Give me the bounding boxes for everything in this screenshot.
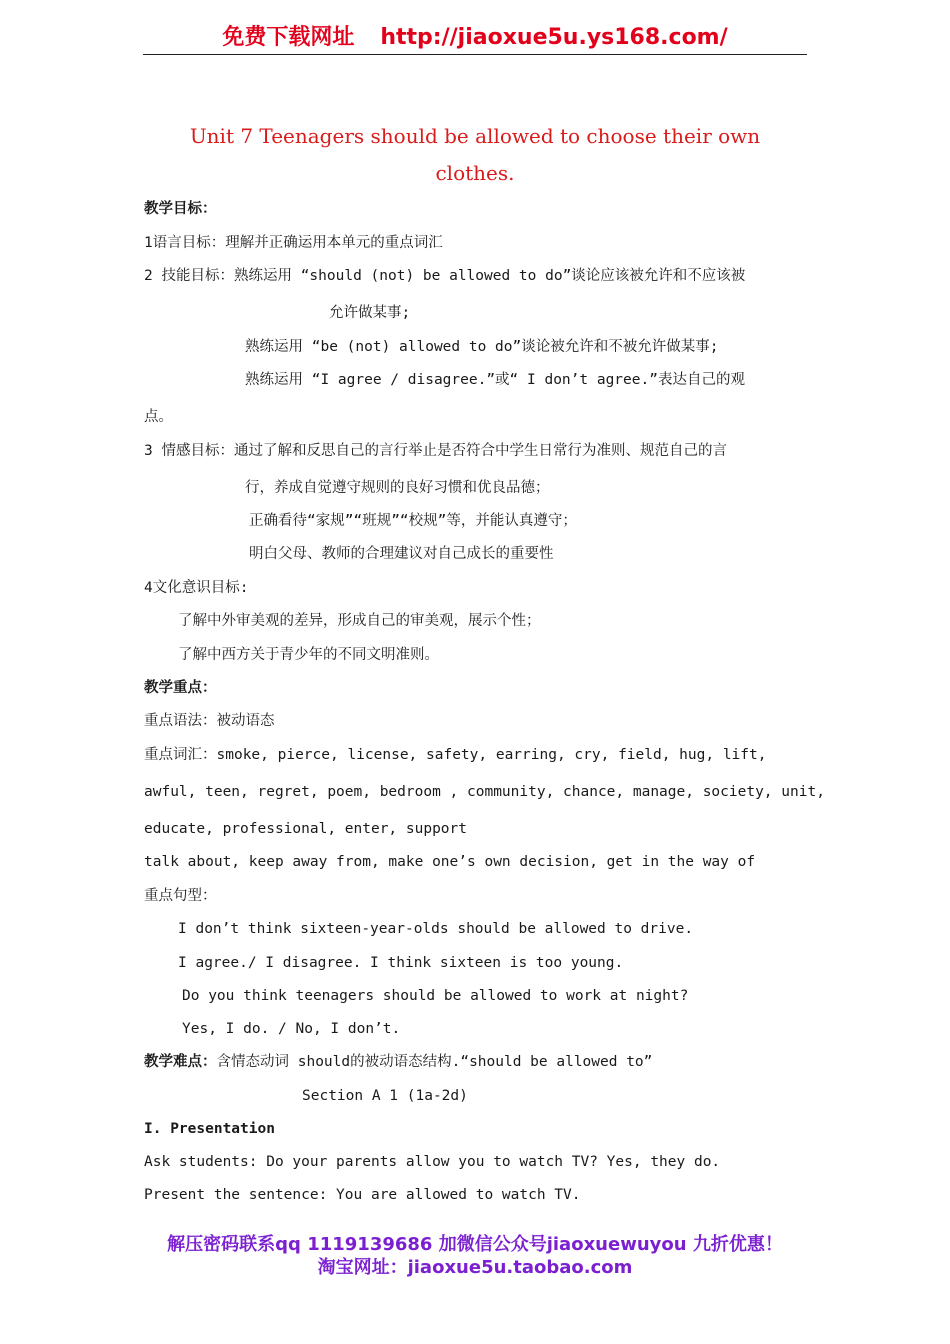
objective-emotion-2: 正确看待“家规”“班规”“校规”等，并能认真遵守； <box>249 513 577 529</box>
objective-emotion-1-cont: 行，养成自觉遵守规则的良好习惯和优良品德； <box>245 480 550 496</box>
difficulty-label: 教学难点： <box>144 1054 217 1070</box>
objective-skill-1-cont: 允许做某事; <box>329 305 411 321</box>
header-label: 免费下载网址 <box>222 25 355 50</box>
key-sentence-2: I agree./ I disagree. I think sixteen is too young. <box>178 955 624 971</box>
key-vocab-1: 重点词汇：smoke, pierce, license, safety, earring, cry, field, hug, lift, <box>144 747 767 763</box>
objective-language: 1语言目标：理解并正确运用本单元的重点词汇 <box>144 235 443 251</box>
footer-shop-link[interactable]: 淘宝网址：jiaoxue5u.taobao.com <box>317 1257 633 1278</box>
difficulty-line <box>144 1055 652 1070</box>
presentation-line-2: Present the sentence: You are allowed to watch TV. <box>144 1187 581 1203</box>
objective-emotion-3: 明白父母、教师的合理建议对自己成长的重要性 <box>249 546 554 562</box>
difficulty-text: 含情态动词 should的被动语态结构.“should be allowed to” <box>216 1054 653 1070</box>
key-vocab-2: awful, teen, regret, poem, bedroom , community, chance, manage, society, unit, <box>144 784 825 800</box>
key-sentences-heading: 重点句型： <box>144 888 217 904</box>
presentation-line-1: Ask students: Do your parents allow you to watch TV? Yes, they do. <box>144 1154 721 1170</box>
objective-skill-3: 熟练运用 “I agree / disagree.”或“ I don’t agree.”表达自己的观 <box>245 372 745 388</box>
objective-skill-1: 2 技能目标：熟练运用 “should (not) be allowed to do”谈论应该被允许和不应该被 <box>144 268 746 284</box>
section-title: Section A 1 (1a-2d) <box>302 1088 468 1104</box>
key-points-heading: 教学重点： <box>144 680 217 696</box>
document-title-line-2: clothes. <box>435 161 515 185</box>
key-vocab-3: educate, professional, enter, support <box>144 821 468 837</box>
footer-contact: 解压密码联系qq 1119139686 加微信公众号jiaoxuewuyou 九折优惠！ <box>167 1234 783 1255</box>
objective-culture-heading: 4文化意识目标: <box>144 580 249 596</box>
key-sentence-3: Do you think teenagers should be allowed to work at night? <box>182 988 689 1004</box>
key-grammar: 重点语法：被动语态 <box>144 713 275 729</box>
objective-emotion-1: 3 情感目标：通过了解和反思自己的言行举止是否符合中学生日常行为准则、规范自己的言 <box>144 443 727 459</box>
document-title-line-1: Unit 7 Teenagers should be allowed to choose their own <box>189 124 761 148</box>
header-url-link[interactable]: http://jiaoxue5u.ys168.com/ <box>380 25 728 50</box>
objective-culture-2: 了解中西方关于青少年的不同文明准则。 <box>178 647 439 663</box>
key-sentence-4: Yes, I do. / No, I don’t. <box>182 1021 401 1037</box>
key-phrases: talk about, keep away from, make one’s own decision, get in the way of <box>144 854 756 870</box>
objective-skill-2: 熟练运用 “be (not) allowed to do”谈论被允许和不被允许做某事; <box>245 339 719 355</box>
objectives-heading: 教学目标： <box>144 201 217 217</box>
objective-skill-3-cont: 点。 <box>144 409 173 425</box>
page-header <box>143 20 807 55</box>
objective-culture-1: 了解中外审美观的差异，形成自己的审美观，展示个性； <box>178 613 541 629</box>
presentation-heading: I. Presentation <box>144 1121 275 1137</box>
key-sentence-1: I don’t think sixteen-year-olds should be allowed to drive. <box>178 921 694 937</box>
